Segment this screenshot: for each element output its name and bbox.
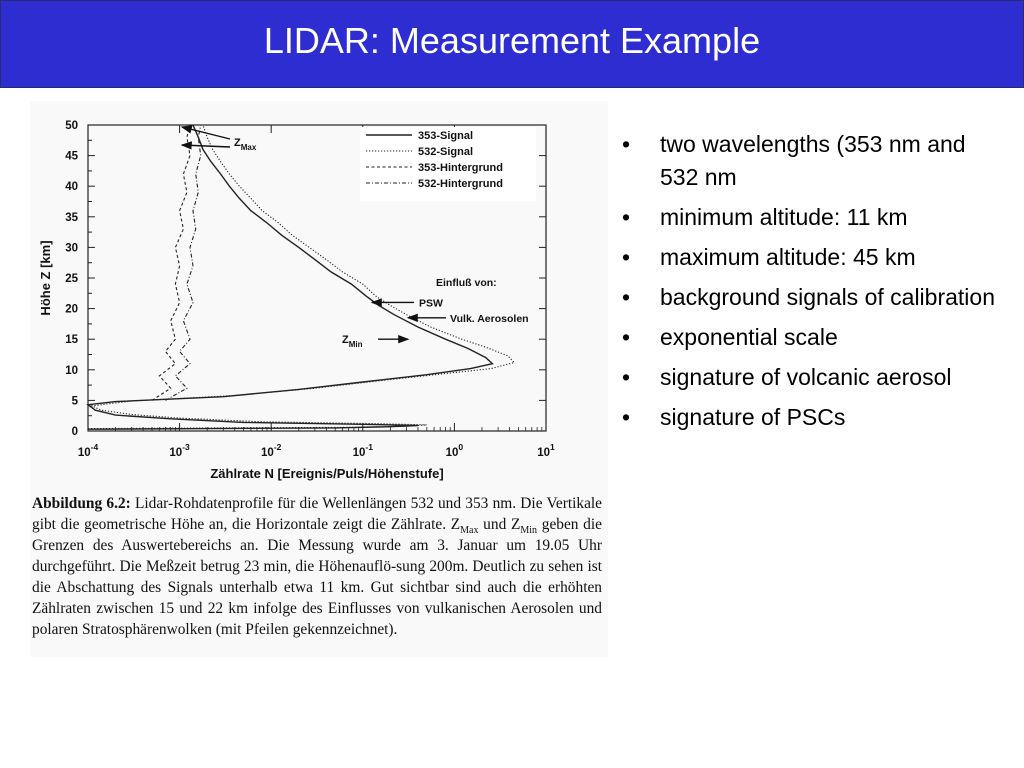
annotation-arrow [182,145,230,147]
bullet-item: • maximum altitude: 45 km [622,241,1002,274]
x-tick-exponent: 1 [550,442,555,452]
annotation-label-sub: Min [348,340,363,350]
y-tick-label: 0 [71,426,78,438]
x-tick-exponent: -3 [182,442,190,452]
x-tick-exponent: -2 [273,442,282,452]
annotation-label [234,137,257,152]
x-axis-label: Zählrate N [Ereignis/Puls/Höhenstufe] [210,466,444,481]
y-tick-label: 45 [65,150,78,163]
annotation-label: PSW [419,297,443,310]
figure-caption [32,493,602,640]
x-tick-label [353,442,374,459]
caption-subscript: Max [460,525,479,537]
legend-label: 353-Hintergrund [418,162,503,174]
x-tick-base: 10 [77,447,91,459]
annotation-label-main: Z [342,334,349,347]
x-tick-base: 10 [445,447,459,459]
x-tick-exponent: -1 [365,442,373,452]
lidar-profile-chart [30,101,608,493]
x-tick-label [446,442,464,459]
y-tick-label: 25 [65,273,78,285]
y-tick-label: 50 [65,120,78,132]
caption-text: Lidar-Rohdatenprofile für die Wellenlängen 532 und 353 nm. Die Vertikale gibt die geometrische Höhe an, die Horizontale zeigt die Zählrate. Z [32,495,603,533]
x-tick-label [261,442,282,459]
x-tick-base: 10 [169,447,183,459]
x-tick-exponent: -4 [90,442,99,452]
x-tick-label [78,442,99,459]
series-line-532-hintergrund [165,125,200,400]
bullet-item: • signature of PSCs [622,401,1002,434]
caption-text: und Z [478,516,521,533]
bullet-item: • background signals of calibration [622,281,1002,314]
y-tick-label: 40 [65,181,78,194]
annotation-arrow [182,127,230,139]
x-tick-label [537,442,555,459]
y-tick-label: 10 [65,364,78,377]
annotation-heading: Einfluß von: [436,277,497,289]
bullet-list [622,128,1002,441]
x-tick-base: 10 [261,447,274,459]
y-tick-label: 5 [71,395,78,408]
y-tick-label: 15 [65,334,78,347]
legend-label: 353-Signal [418,130,474,142]
title-bar [0,0,1024,88]
caption-text: geben die Grenzen des Auswertebereichs an. Die Messung wurde am 3. Januar um 19.05 Uhr durchgeführt. Die Meßzeit betrug 23 min, die Höhenauflö-sung 200m. Deutlich zu sehen ist die Abschattung des Signals unterhalb etwa 11 km. Gut sichtbar sind auch die erhöhten Zählraten zwischen 15 und 22 km infolge des Einflusses von vulkanischen Aerosolen und polaren Stratosphärenwolken (mit Pfeilen gekennzeichnet). [32,516,602,638]
legend-label: 532-Hintergrund [418,178,503,190]
y-axis-label: Höhe Z [km] [38,240,53,316]
figure-panel [30,101,608,657]
legend-label: 532-Signal [418,146,474,158]
annotation-label [342,334,363,349]
annotation-label-sub: Max [240,143,257,152]
y-tick-label: 30 [65,242,78,255]
bullet-item: • minimum altitude: 11 km [622,201,1002,234]
y-tick-label: 20 [65,303,78,316]
x-tick-label [169,442,190,459]
bullet-item: • two wavelengths (353 nm and 532 nm [622,128,1002,194]
y-tick-label: 35 [65,211,78,224]
x-tick-base: 10 [352,447,366,459]
x-tick-exponent: 0 [458,442,464,452]
annotation-label: Vulk. Aerosolen [450,312,529,325]
bullet-item: • signature of volcanic aerosol [622,361,1002,394]
caption-subscript: Min [520,525,538,537]
x-tick-base: 10 [537,447,551,459]
caption-label: Abbildung 6.2: [32,495,131,512]
bullet-item: • exponential scale [622,321,1002,354]
slide-title: LIDAR: Measurement Example [263,20,761,61]
series-line-353-hintergrund [152,125,190,400]
annotation-label-main: Z [234,137,241,149]
